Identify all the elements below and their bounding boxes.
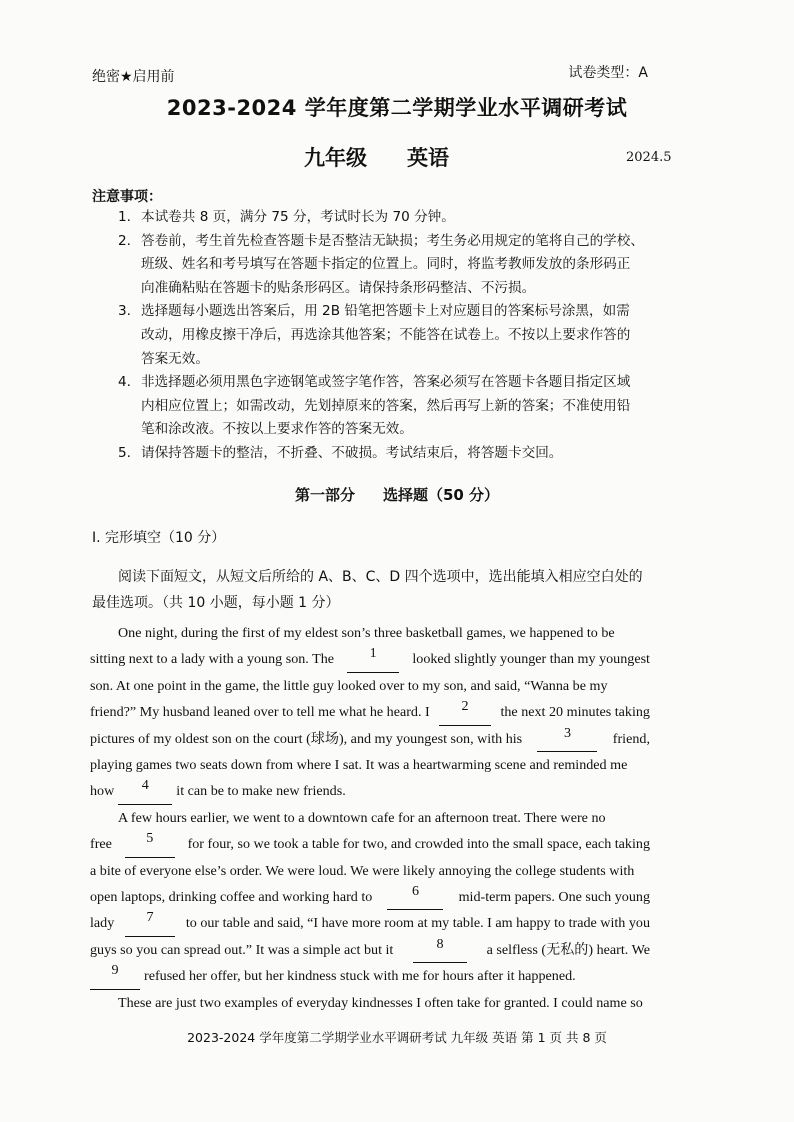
section-instruction: 阅读下面短文，从短文后所给的 A、B、C、D 四个选项中，选出能填入相应空白处的最佳选项。（共 10 小题，每小题 1 分）: [92, 569, 643, 611]
passage-line: [90, 752, 650, 778]
exam-title: 2023-2024 学年度第二学期学业水平调研考试: [166, 96, 628, 120]
blank-1: 1: [347, 646, 399, 672]
passage-text: guys so you can spread out.” It was a simple act but it: [90, 941, 394, 958]
passage-text: pictures of my oldest son on the court (球场), and my youngest son, with his: [90, 730, 523, 747]
note-number: 4.: [118, 374, 131, 391]
passage-text: to our table and said, “I have more room at my table. I am happy to trade with you: [185, 915, 650, 932]
passage-line: [90, 963, 650, 989]
part-label: 第一部分: [294, 486, 355, 504]
notes-list: [118, 206, 658, 466]
note-line: 答卷前，考生首先检查答题卡是否整洁无缺损；考生务必用规定的笔将自己的学校、: [141, 232, 644, 249]
passage-text: refused her offer, but her kindness stuck with me for hours after it happened.: [144, 968, 576, 985]
confidential-label: 绝密★启用前: [92, 69, 175, 85]
subject-label: 英语: [407, 146, 449, 170]
page-footer: 2023-2024 学年度第二学期学业水平调研考试 九年级 英语 第 1 页 共 8 页: [187, 1030, 607, 1045]
passage-line: [90, 884, 650, 910]
note-number: 2.: [118, 232, 131, 249]
note-line: 内相应位置上；如需改动，先划掉原来的答案，然后再写上新的答案；不准使用铅: [141, 397, 631, 414]
passage-text: for four, so we took a table for two, and crowded into the small space, each taking: [187, 836, 650, 853]
note-line: 非选择题必须用黑色字迹钢笔或签字笔作答，答案必须写在答题卡各题目指定区域: [141, 374, 631, 391]
passage-line: [90, 805, 650, 831]
blank-9: 9: [90, 963, 140, 989]
note-line: 向准确粘贴在答题卡的贴条形码区。请保持条形码整洁、不污损。: [141, 279, 536, 296]
passage-text: looked slightly younger than my youngest: [412, 651, 650, 668]
passage-text: it can be to make new friends.: [176, 783, 346, 800]
passage-line: [90, 673, 650, 699]
blank-7: 7: [125, 910, 175, 936]
passage-line: [90, 726, 650, 752]
part-name: 选择题（50 分）: [382, 486, 500, 504]
note-number: 1.: [118, 209, 131, 225]
note-line: 答案无效。: [141, 350, 209, 367]
notes-heading: 注意事项：: [92, 189, 162, 205]
passage-text: the next 20 minutes taking: [500, 704, 650, 721]
blank-2: 2: [439, 699, 491, 725]
blank-6: 6: [387, 884, 443, 910]
passage-text: free: [90, 836, 112, 853]
note-number: 3.: [118, 303, 131, 320]
passage-text: a selfless (无私的) heart. We: [486, 941, 650, 958]
passage-text: son. At one point in the game, the little guy looked over to my son, and said, “Wanna be my: [90, 677, 608, 694]
passage-text: These are just two examples of everyday kindnesses I often take for granted. I could name so: [118, 994, 643, 1011]
note-item: [118, 206, 658, 230]
passage-text: how: [90, 783, 115, 800]
note-item: [118, 442, 658, 466]
passage-text: friend?” My husband leaned over to tell me what he heard. I: [90, 704, 430, 721]
passage-text: sitting next to a lady with a young son. The: [90, 651, 335, 668]
passage-text: friend,: [612, 730, 650, 747]
exam-date: 2024.5: [626, 150, 672, 165]
section-heading: I. 完形填空（10 分）: [92, 530, 226, 546]
passage-line: [90, 778, 650, 804]
exam-subtitle: [304, 142, 449, 172]
note-line: 选择题每小题选出答案后，用 2B 铅笔把答题卡上对应题目的答案标号涂黑，如需: [141, 303, 630, 320]
note-item: [118, 300, 658, 371]
note-item: [118, 371, 658, 442]
note-line: 本试卷共 8 页，满分 75 分，考试时长为 70 分钟。: [141, 209, 455, 225]
passage-text: a bite of everyone else’s order. We were loud. We were likely annoying the college students with: [90, 862, 635, 879]
passage-text: A few hours earlier, we went to a downtown cafe for an afternoon treat. There were no: [118, 809, 606, 826]
note-line: 请保持答题卡的整洁，不折叠、不破损。考试结束后，将答题卡交回。: [141, 444, 563, 461]
passage-text: One night, during the first of my eldest son’s three basketball games, we happened to be: [118, 625, 615, 641]
passage-line: [90, 937, 650, 963]
blank-4: 4: [118, 778, 172, 804]
passage-line: [90, 699, 650, 725]
grade-label: 九年级: [304, 146, 367, 170]
note-line: 笔和涂改液。不按以上要求作答的答案无效。: [141, 421, 413, 438]
passage-text: open laptops, drinking coffee and working hard to: [90, 889, 373, 906]
passage-line: [90, 620, 650, 646]
part-heading: [0, 484, 794, 505]
passage-text: lady: [90, 915, 115, 932]
passage-text: mid-term papers. One such young: [458, 889, 650, 906]
passage-line: [90, 990, 650, 1016]
note-line: 改动，用橡皮擦干净后，再选涂其他答案；不能答在试卷上。不按以上要求作答的: [141, 326, 631, 343]
paper-type-label: 试卷类型：A: [568, 65, 648, 81]
note-line: 班级、姓名和考号填写在答题卡指定的位置上。同时，将监考教师发放的条形码正: [141, 256, 631, 273]
passage-text: playing games two seats down from where I sat. It was a heartwarming scene and reminded me: [90, 757, 628, 774]
note-item: [118, 230, 658, 301]
passage-line: [90, 646, 650, 672]
blank-5: 5: [125, 831, 175, 857]
passage-line: [90, 910, 650, 936]
blank-8: 8: [413, 937, 467, 963]
passage-line: [90, 831, 650, 857]
note-number: 5.: [118, 444, 131, 461]
blank-3: 3: [537, 726, 597, 752]
cloze-passage: [90, 620, 650, 1016]
passage-line: [90, 858, 650, 884]
